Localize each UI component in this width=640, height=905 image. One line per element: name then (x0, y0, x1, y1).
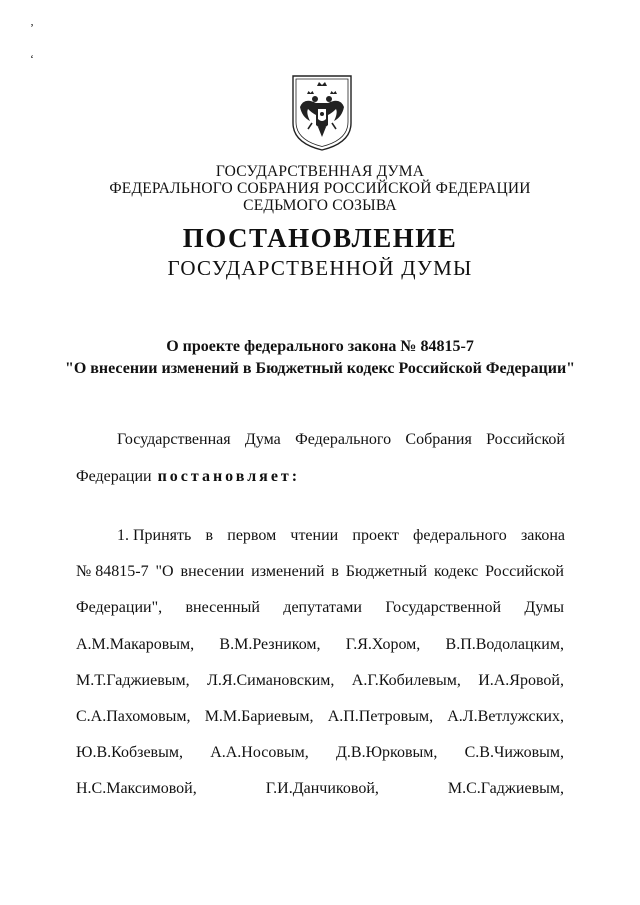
word: Российской (486, 431, 565, 448)
item-1-line-3 (76, 599, 564, 617)
name: Д.В.Юрковым, (335, 744, 438, 761)
word: "О (155, 563, 174, 580)
preamble-line-2 (76, 468, 564, 486)
name: И.А.Яровой, (478, 672, 564, 689)
org-line-2: ФЕДЕРАЛЬНОГО СОБРАНИЯ РОССИЙСКОЙ ФЕДЕРАЦИИ (109, 180, 531, 197)
word: первом (227, 527, 277, 544)
word: № 84815-7 (76, 563, 149, 580)
name: Г.И.Данчиковой, (265, 780, 379, 797)
word: Государственной (385, 599, 502, 616)
word: Думы (524, 599, 564, 616)
name: В.М.Резником, (219, 636, 321, 653)
word: внесении (180, 563, 245, 580)
item-1-line-4 (76, 636, 564, 654)
word: 1. Принять (117, 527, 192, 544)
document-type-subtitle: ГОСУДАРСТВЕННОЙ ДУМЫ (167, 256, 473, 280)
word: Федерального (295, 431, 392, 448)
name: М.М.Бариевым, (204, 708, 314, 725)
name: С.В.Чижовым, (464, 744, 564, 761)
name: А.А.Носовым, (210, 744, 309, 761)
word: изменений (251, 563, 325, 580)
preamble-line-1 (117, 431, 565, 449)
name: А.Г.Кобилевым, (351, 672, 461, 689)
word: чтении (290, 527, 339, 544)
word: внесенный (185, 599, 260, 616)
word: федерального (413, 527, 507, 544)
name: А.М.Макаровым, (76, 636, 195, 653)
word: кодекс (434, 563, 479, 580)
word: депутатами (283, 599, 362, 616)
scan-mark: ‚ (30, 14, 34, 28)
name: А.П.Петровым, (327, 708, 434, 725)
word: закона (520, 527, 565, 544)
subject-line-1: О проекте федерального закона № 84815-7 (166, 338, 474, 355)
word: Государственная (117, 431, 231, 448)
name: М.С.Гаджиевым, (447, 780, 564, 797)
name: А.Л.Ветлужских, (447, 708, 564, 725)
org-line-1: ГОСУДАРСТВЕННАЯ ДУМА (215, 163, 425, 180)
item-1-line-7 (76, 744, 564, 762)
name: Н.С.Максимовой, (76, 780, 197, 797)
org-line-3: СЕДЬМОГО СОЗЫВА (243, 197, 397, 214)
coat-of-arms-emblem (290, 73, 354, 153)
item-1-line-1 (117, 527, 565, 545)
name: Л.Я.Симановским, (206, 672, 335, 689)
subject-line-2: "О внесении изменений в Бюджетный кодекс Российской Федерации" (64, 360, 576, 377)
word: проект (352, 527, 399, 544)
word: в (205, 527, 214, 544)
word: Федерации", (76, 599, 163, 616)
name: С.А.Пахомовым, (76, 708, 191, 725)
name: Ю.В.Кобзевым, (76, 744, 183, 761)
word: Федерации (76, 468, 152, 485)
name: Г.Я.Хором, (345, 636, 421, 653)
word: в (331, 563, 339, 580)
word: Бюджетный (345, 563, 428, 580)
item-1-line-5 (76, 672, 564, 690)
item-1-line-8 (76, 780, 564, 798)
item-1-line-2 (76, 563, 564, 581)
word: Собрания (405, 431, 472, 448)
document-type-title: ПОСТАНОВЛЕНИЕ (182, 223, 458, 253)
scan-mark: ‘ (30, 52, 34, 66)
item-1-line-6 (76, 708, 564, 726)
name: М.Т.Гаджиевым, (76, 672, 190, 689)
name: В.П.Водолацким, (445, 636, 564, 653)
resolves-keyword: постановляет: (157, 468, 301, 485)
word: Дума (244, 431, 281, 448)
word: Российской (485, 563, 564, 580)
